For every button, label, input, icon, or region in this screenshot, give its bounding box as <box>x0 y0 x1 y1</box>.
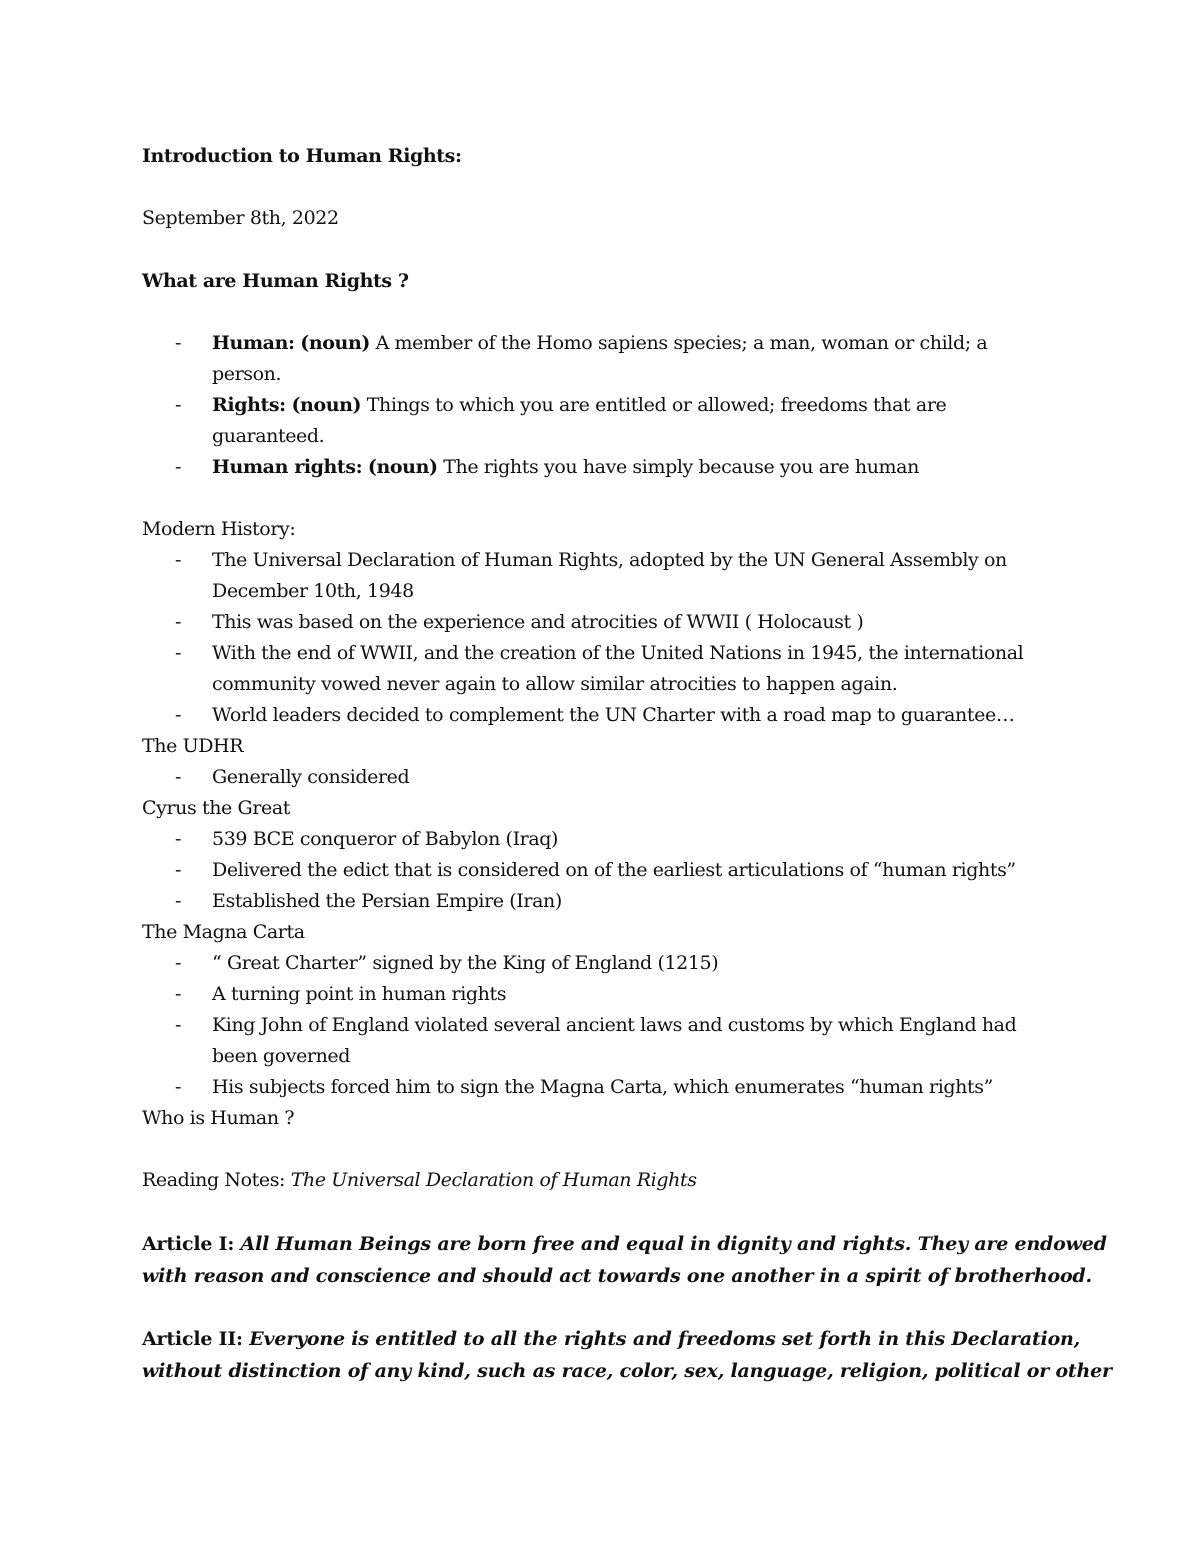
list-item: World leaders decided to complement the UN Charter with a road map to guarantee… <box>212 704 1015 726</box>
definition-term: Human rights: <box>212 456 363 478</box>
list-item: Generally considered <box>212 766 410 788</box>
document-title: Introduction to Human Rights: <box>142 145 462 167</box>
section-heading: What are Human Rights ? <box>142 270 409 292</box>
article-label: Article II: <box>142 1328 243 1350</box>
reading-notes-title: The Universal Declaration of Human Rights <box>290 1169 697 1191</box>
bullet-marker: - <box>175 549 182 571</box>
bullet-marker: - <box>175 611 182 633</box>
bullet-marker: - <box>175 642 182 664</box>
article-text: All Human Beings are born free and equal in dignity and rights. They are endowed <box>234 1233 1107 1255</box>
definition-text-continued: guaranteed. <box>212 425 325 447</box>
list-item: “ Great Charter” signed by the King of England (1215) <box>212 952 719 974</box>
article-2 <box>142 1324 1080 1355</box>
definition-text: Things to which you are entitled or allowed; freedoms that are <box>361 394 947 416</box>
article-text-continued: without distinction of any kind, such as race, color, sex, language, religion, political or other <box>142 1360 1112 1382</box>
modern-history-label: Modern History: <box>142 518 296 540</box>
definition-pos: (noun) <box>367 456 438 478</box>
list-item: His subjects forced him to sign the Magna Carta, which enumerates “human rights” <box>212 1076 993 1098</box>
reading-notes-prefix: Reading Notes: <box>142 1169 291 1191</box>
list-item: This was based on the experience and atrocities of WWII ( Holocaust ) <box>212 611 864 633</box>
definition-term: Human: <box>212 332 295 354</box>
list-item-continued: been governed <box>212 1045 351 1067</box>
bullet-marker: - <box>175 890 182 912</box>
list-item: With the end of WWII, and the creation of the United Nations in 1945, the international <box>212 642 1024 664</box>
udhr-label: The UDHR <box>142 735 244 757</box>
bullet-marker: - <box>175 1014 182 1036</box>
list-item: The Universal Declaration of Human Rights, adopted by the UN General Assembly on <box>212 549 1007 571</box>
definition-human <box>212 328 987 359</box>
bullet-marker: - <box>175 766 182 788</box>
bullet-marker: - <box>175 1076 182 1098</box>
definition-rights <box>212 390 946 421</box>
bullet-marker: - <box>175 828 182 850</box>
article-1 <box>142 1229 1107 1260</box>
article-text-continued: with reason and conscience and should act towards one another in a spirit of brotherhood. <box>142 1265 1092 1287</box>
definition-human-rights <box>212 452 919 483</box>
bullet-marker: - <box>175 456 182 478</box>
bullet-marker: - <box>175 859 182 881</box>
magna-carta-label: The Magna Carta <box>142 921 305 943</box>
document-date: September 8th, 2022 <box>142 207 339 229</box>
list-item: Established the Persian Empire (Iran) <box>212 890 562 912</box>
definition-pos: (noun) <box>300 332 370 354</box>
bullet-marker: - <box>175 332 182 354</box>
article-label: Article I: <box>142 1233 235 1255</box>
list-item: Delivered the edict that is considered on of the earliest articulations of “human rights” <box>212 859 1016 881</box>
reading-notes <box>142 1165 697 1196</box>
list-item: King John of England violated several ancient laws and customs by which England had <box>212 1014 1017 1036</box>
definition-text-continued: person. <box>212 363 282 385</box>
list-item-continued: community vowed never again to allow similar atrocities to happen again. <box>212 673 898 695</box>
list-item: A turning point in human rights <box>212 983 507 1005</box>
who-is-human-label: Who is Human ? <box>142 1107 295 1129</box>
bullet-marker: - <box>175 394 182 416</box>
list-item: 539 BCE conqueror of Babylon (Iraq) <box>212 828 559 850</box>
cyrus-label: Cyrus the Great <box>142 797 291 819</box>
bullet-marker: - <box>175 704 182 726</box>
list-item-continued: December 10th, 1948 <box>212 580 414 602</box>
definition-pos: (noun) <box>291 394 362 416</box>
definition-term: Rights: <box>212 394 286 416</box>
definition-text: The rights you have simply because you are human <box>437 456 919 478</box>
definition-text: A member of the Homo sapiens species; a man, woman or child; a <box>369 332 988 354</box>
article-text: Everyone is entitled to all the rights and freedoms set forth in this Declaration, <box>242 1328 1081 1350</box>
bullet-marker: - <box>175 952 182 974</box>
bullet-marker: - <box>175 983 182 1005</box>
